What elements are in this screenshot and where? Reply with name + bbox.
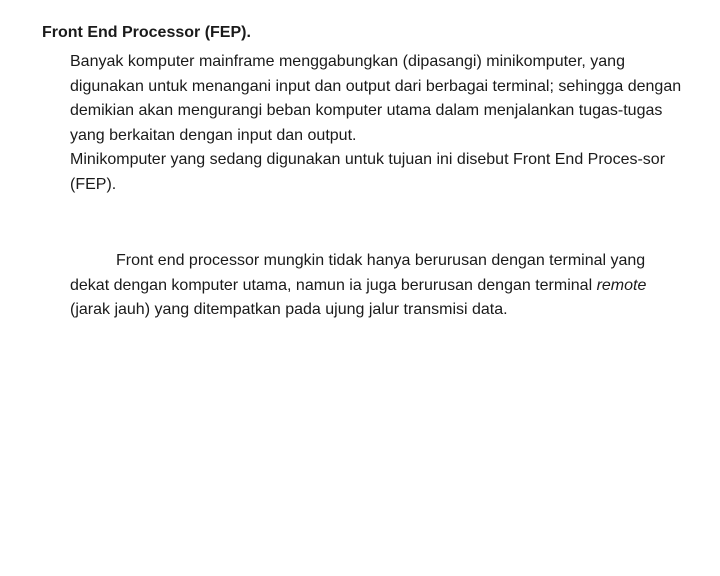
paragraph-fep-remote xyxy=(70,249,670,323)
paragraph-sentence-2: Minikomputer yang sedang digunakan untuk tujuan ini disebut Front End Proces-sor (FEP). xyxy=(70,151,666,193)
paragraph2-text-end: (jarak jauh) yang ditempatkan pada ujung jalur transmisi data. xyxy=(70,301,508,318)
paragraph2-italic-term: remote xyxy=(596,276,647,294)
paragraph2-text-start: Front end processor mungkin tidak hanya berurusan dengan terminal yang dekat dengan komputer utama, namun ia juga berurusan dengan terminal xyxy=(70,252,646,294)
paragraph-fep-description xyxy=(70,50,690,197)
paragraph-sentence-1: Banyak komputer mainframe menggabungkan (dipasangi) minikomputer, yang digunakan untuk menangani input dan output dari berbagai terminal; sehingga dengan demikian akan mengurangi beban komputer utama dalam menjalankan tugas-tugas yang berkaitan dengan input dan output. xyxy=(70,53,682,144)
section-heading: Front End Processor (FEP). xyxy=(42,24,251,41)
